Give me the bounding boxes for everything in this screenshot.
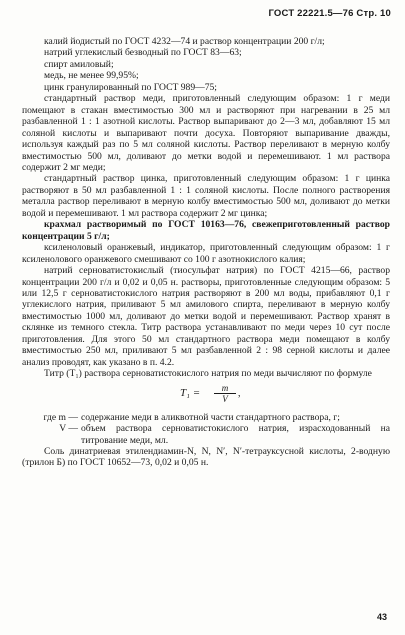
paragraph: крахмал растворимый по ГОСТ 10163—76, свежеприготовленный раствор концентрации 5 г/л; [22, 219, 390, 242]
formula-numerator: m [214, 383, 236, 394]
paragraph: ксиленоловый оранжевый, индикатор, приготовленный следующим образом: 1 г ксиленолового оранжевого смешивают со 100 г азотнокислого калия; [22, 242, 390, 265]
paragraph: натрий серноватистокислый (тиосульфат натрия) по ГОСТ 4215—66, раствор концентрации 200 г/л и 0,02 и 0,05 н. растворы, приготовленные следующим образом: 5 или 12,5 г серноватистокислого натрия растворяют в 200 мл воды, прибавляют 0,1 г углекислого натрия, приливают 5 мл амилового спирта, переливают в мерную колбу вместимостью 1000 мл, доливают до метки водой и перемешивают. Раствор хранят в склянке из темного стекла. Титр раствора устанавливают по меди через 10 сут после приготовления. Для этого 50 мл стандартного раствора меди помещают в колбу вместимостью 250 мл, приливают 5 мл разбавленной 2 : 98 серной кислоты и далее анализ проводят, как указано в п. 4.2. [22, 265, 390, 368]
page-header: ГОСТ 22221.5—76 Стр. 10 [268, 8, 391, 19]
definition-term: V — [59, 423, 78, 435]
paragraph: медь, не менее 99,95%; [44, 70, 139, 82]
formula-denominator: V [222, 393, 228, 404]
paragraph: стандартный раствор меди, приготовленный следующим образом: 1 г меди помещают в стакан вместимостью 300 мл и растворяют при нагревании в 25 мл разбавленной 1 : 1 азотной кислоты. Раствор выпаривают до 2—3 мл, добавляют 15 мл соляной кислоты и выпаривают почти досуха. Повторяют выпаривание дважды, используя каждый раз по 5 мл соляной кислоты. Раствор переливают в мерную колбу вместимостью 500 мл, доливают до метки водой и перемешивают. 1 мл раствора содержит 2 мг меди; [22, 93, 390, 173]
paragraph: Соль динатриевая этилендиамин-N, N, N′, N′-тетрауксусной кислоты, 2-водную (трилон Б) по ГОСТ 10652—73, 0,02 и 0,05 н. [22, 445, 390, 469]
formula-fraction [214, 383, 236, 405]
body-text [22, 36, 390, 469]
formula-end: , [238, 387, 241, 399]
page-number: 43 [376, 612, 387, 622]
formula-lhs: T₁ = [180, 386, 201, 399]
paragraph: цинк гранулированный по ГОСТ 989—75; [44, 81, 217, 93]
definition-row [22, 412, 390, 423]
definition-term: где m — [43, 411, 78, 423]
definition-desc: объем раствора серноватистокислого натрия, израсходованный на титрование меди, мл. [81, 423, 390, 446]
paragraph: натрий углекислый безводный по ГОСТ 83—63; [44, 47, 242, 59]
titer-formula [22, 383, 390, 409]
definition-desc: содержание меди в аликвотной части стандартного раствора, г; [81, 411, 340, 423]
definition-row [22, 423, 390, 446]
paragraph: спирт амиловый; [44, 58, 114, 70]
paragraph: калий йодистый по ГОСТ 4232—74 и раствор концентрации 200 г/л; [44, 36, 325, 47]
paragraph: стандартный раствор цинка, приготовленный следующим образом: 1 г цинка растворяют в 50 мл разбавленной 1 : 1 соляной кислоты. После полного растворения металла раствор переливают в мерную колбу вместимостью 500 мл, доливают до метки водой и перемешивают. 1 мл раствора содержит 2 мг цинка; [22, 173, 390, 219]
paragraph: Титр (T₁) раствора серноватистокислого натрия по меди вычисляют по формуле [44, 368, 372, 380]
